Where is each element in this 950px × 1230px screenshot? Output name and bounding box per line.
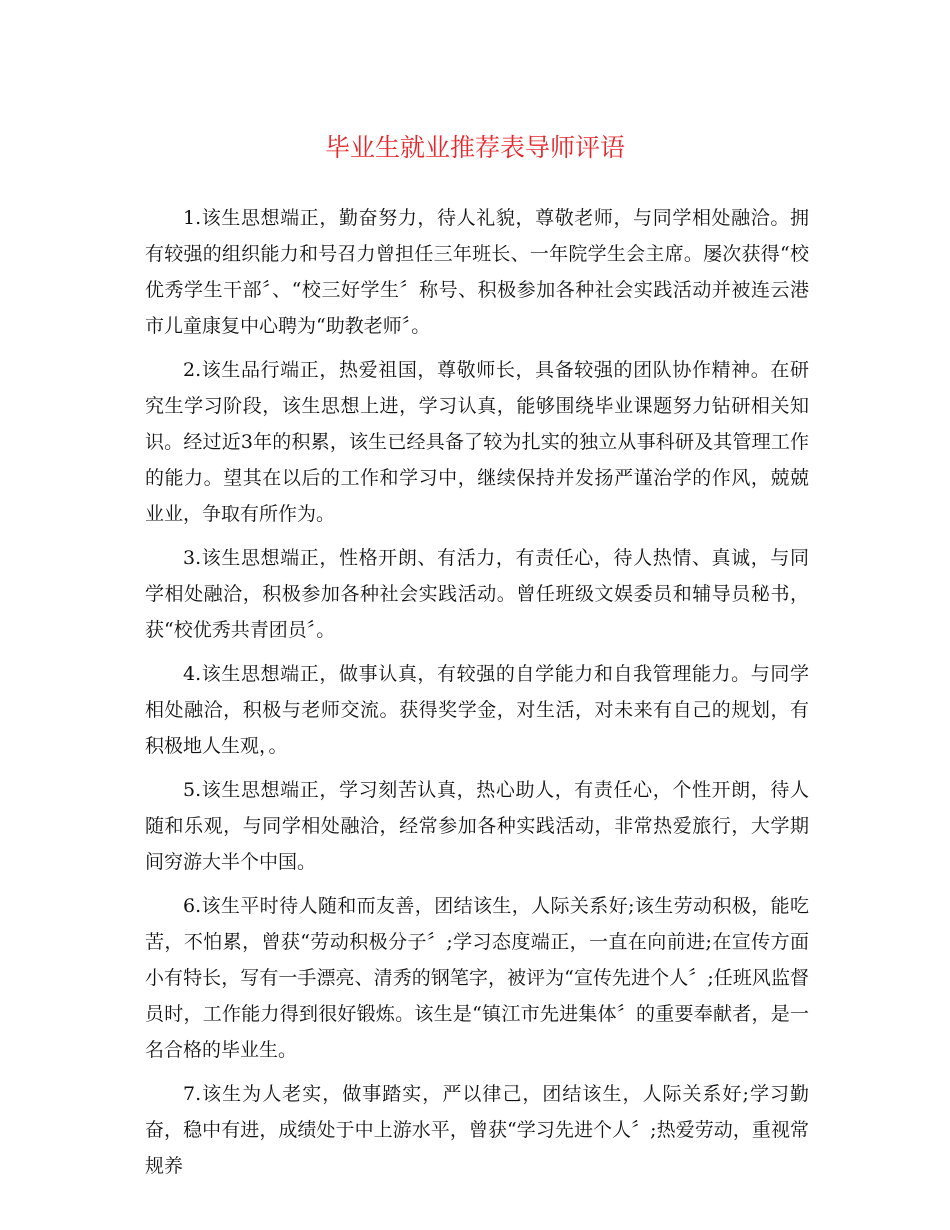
document-body: [145, 200, 809, 1192]
comment-paragraph-7: 7.该生为人老实，做事踏实，严以律己，团结该生，人际关系好;学习勤奋，稳中有进，成绩处于中上游水平，曾获“学习先进个人〞;热爱劳动，重视常规养: [145, 1083, 809, 1177]
document-title: 毕业生就业推荐表导师评语: [324, 133, 625, 162]
comment-paragraph-5: 5.该生思想端正，学习刻苦认真，热心助人，有责任心，个性开朗，待人随和乐观，与同学相处融洽，经常参加各种实践活动，非常热爱旅行，大学期间穷游大半个中国。: [145, 779, 809, 873]
comment-paragraph-4: 4.该生思想端正，做事认真，有较强的自学能力和自我管理能力。与同学相处融洽，积极与老师交流。获得奖学金，对生活，对未来有自己的规划，有积极地人生观，。: [145, 663, 809, 757]
comment-paragraph-3: 3.该生思想端正，性格开朗、有活力，有责任心，待人热情、真诚，与同学相处融洽，积极参加各种社会实践活动。曾任班级文娱委员和辅导员秘书，获“校优秀共青团员〞。: [145, 547, 809, 641]
comment-paragraph-2: 2.该生品行端正，热爱祖国，尊敬师长，具备较强的团队协作精神。在研究生学习阶段，该生思想上进，学习认真，能够围绕毕业课题努力钻研相关知识。经过近3年的积累，该生已经具备了较为扎实的独立从事科研及其管理工作的能力。望其在以后的工作和学习中，继续保持并发扬严谨治学的作风，兢兢业业，争取有所作为。: [145, 359, 809, 525]
comment-paragraph-6: 6.该生平时待人随和而友善，团结该生，人际关系好;该生劳动积极，能吃苦，不怕累，曾获“劳动积极分子〞;学习态度端正，一直在向前进;在宣传方面小有特长，写有一手漂亮、清秀的钢笔字，被评为“宣传先进个人〞;任班风监督员时，工作能力得到很好锻炼。该生是“镇江市先进集体〞的重要奉献者，是一名合格的毕业生。: [145, 895, 809, 1061]
comment-paragraph-1: 1.该生思想端正，勤奋努力，待人礼貌，尊敬老师，与同学相处融洽。拥有较强的组织能力和号召力曾担任三年班长、一年院学生会主席。屡次获得“校优秀学生干部〞、“校三好学生〞称号、积极参加各种社会实践活动并被连云港市儿童康复中心聘为“助教老师〞。: [145, 207, 809, 337]
